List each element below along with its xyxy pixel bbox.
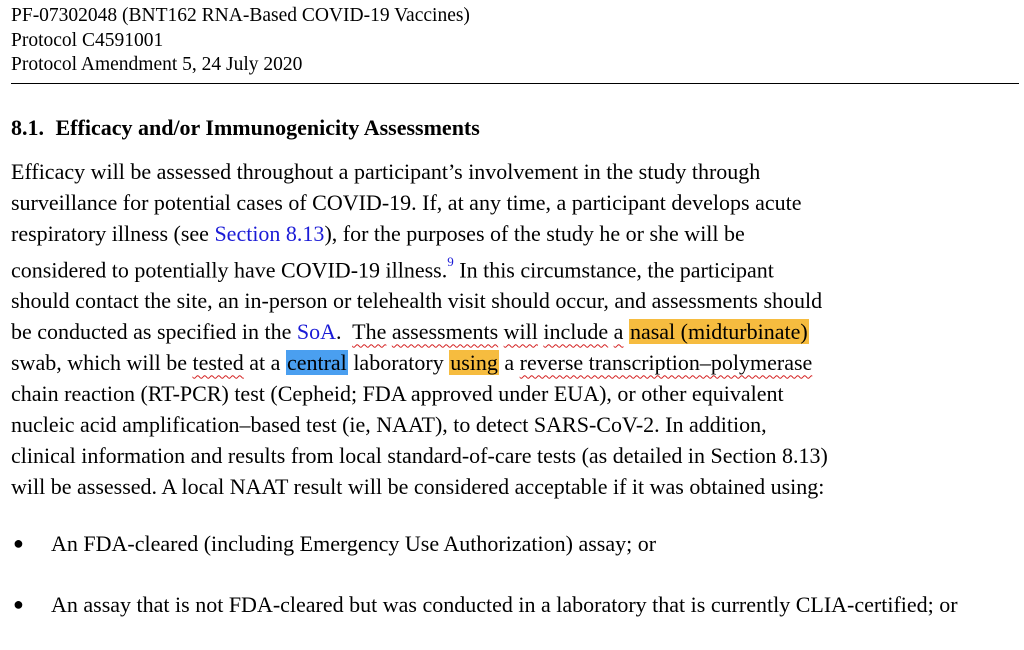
text-run: be conducted as specified in the [11, 319, 297, 345]
list-item [11, 528, 1021, 559]
text-run: laboratory [347, 350, 450, 376]
paragraph-line: chain reaction (RT-PCR) test (Cepheid; FDA approved under EUA), or other equivalent [11, 381, 784, 407]
bullet-list [11, 528, 1021, 650]
text-run: ), for the purposes of the study he or she will be [324, 221, 745, 246]
flagged-word[interactable]: include [543, 319, 609, 345]
flagged-word[interactable]: tested [192, 350, 244, 376]
paragraph-line [11, 316, 1021, 347]
selected-word[interactable]: central [286, 350, 347, 376]
paragraph-line: nucleic acid amplification–based test (ie, NAAT), to detect SARS-CoV-2. In addition, [11, 412, 767, 438]
paragraph-line: will be assessed. A local NAAT result will be considered acceptable if it was obtained using: [11, 474, 825, 500]
bullet-icon: ● [13, 594, 24, 614]
text-run: at a [243, 350, 286, 376]
header-protocol-line: Protocol C4591001 [11, 29, 164, 51]
text-run: a [498, 350, 520, 376]
header-amendment-line: Protocol Amendment 5, 24 July 2020 [11, 54, 303, 75]
flagged-phrase[interactable]: reverse transcription–polymerase [519, 350, 813, 376]
paragraph-line [11, 249, 1021, 285]
section-title: Efficacy and/or Immunogenicity Assessments [55, 115, 480, 140]
header-divider [11, 83, 1019, 84]
text-run: considered to potentially have COVID-19 illness. [11, 257, 448, 283]
highlighted-word[interactable]: using [450, 350, 498, 376]
paragraph-line: clinical information and results from local standard-of-care tests (as detailed in Section 8.13) [11, 443, 828, 469]
paragraph-line [11, 218, 1021, 249]
text-run: swab, which will be [11, 350, 193, 376]
header-product-line: PF-07302048 (BNT162 RNA-Based COVID-19 Vaccines) [11, 5, 470, 26]
text-run: . [336, 319, 353, 345]
flagged-word[interactable]: assessments [391, 319, 499, 345]
section-heading [11, 113, 480, 143]
flagged-word[interactable]: will [503, 319, 538, 345]
text-run: respiratory illness (see [11, 221, 215, 246]
bullet-icon: ● [13, 533, 24, 553]
section-number: 8.1. [11, 115, 44, 140]
body-paragraph [11, 156, 1021, 502]
text-run: In this circumstance, the participant [453, 257, 774, 283]
footnote-reference[interactable]: 9 [447, 254, 454, 269]
soa-link[interactable]: SoA [296, 319, 337, 345]
document-header [11, 4, 1019, 78]
flagged-word[interactable]: a [613, 319, 624, 345]
flagged-word[interactable]: The [352, 319, 387, 345]
list-item [11, 589, 1021, 620]
paragraph-line: surveillance for potential cases of COVID-19. If, at any time, a participant develops acute [11, 190, 802, 215]
list-item-text: An FDA-cleared (including Emergency Use Authorization) assay; or [51, 531, 657, 556]
paragraph-line: should contact the site, an in-person or telehealth visit should occur, and assessments should [11, 288, 823, 314]
section-8-13-link[interactable]: Section 8.13 [214, 221, 325, 246]
list-item-text: An assay that is not FDA-cleared but was conducted in a laboratory that is currently CLIA-certified; or [51, 592, 958, 617]
paragraph-line: Efficacy will be assessed throughout a participant’s involvement in the study through [11, 159, 761, 184]
paragraph-line [11, 347, 1021, 378]
highlighted-phrase[interactable]: nasal (midturbinate) [629, 319, 808, 345]
